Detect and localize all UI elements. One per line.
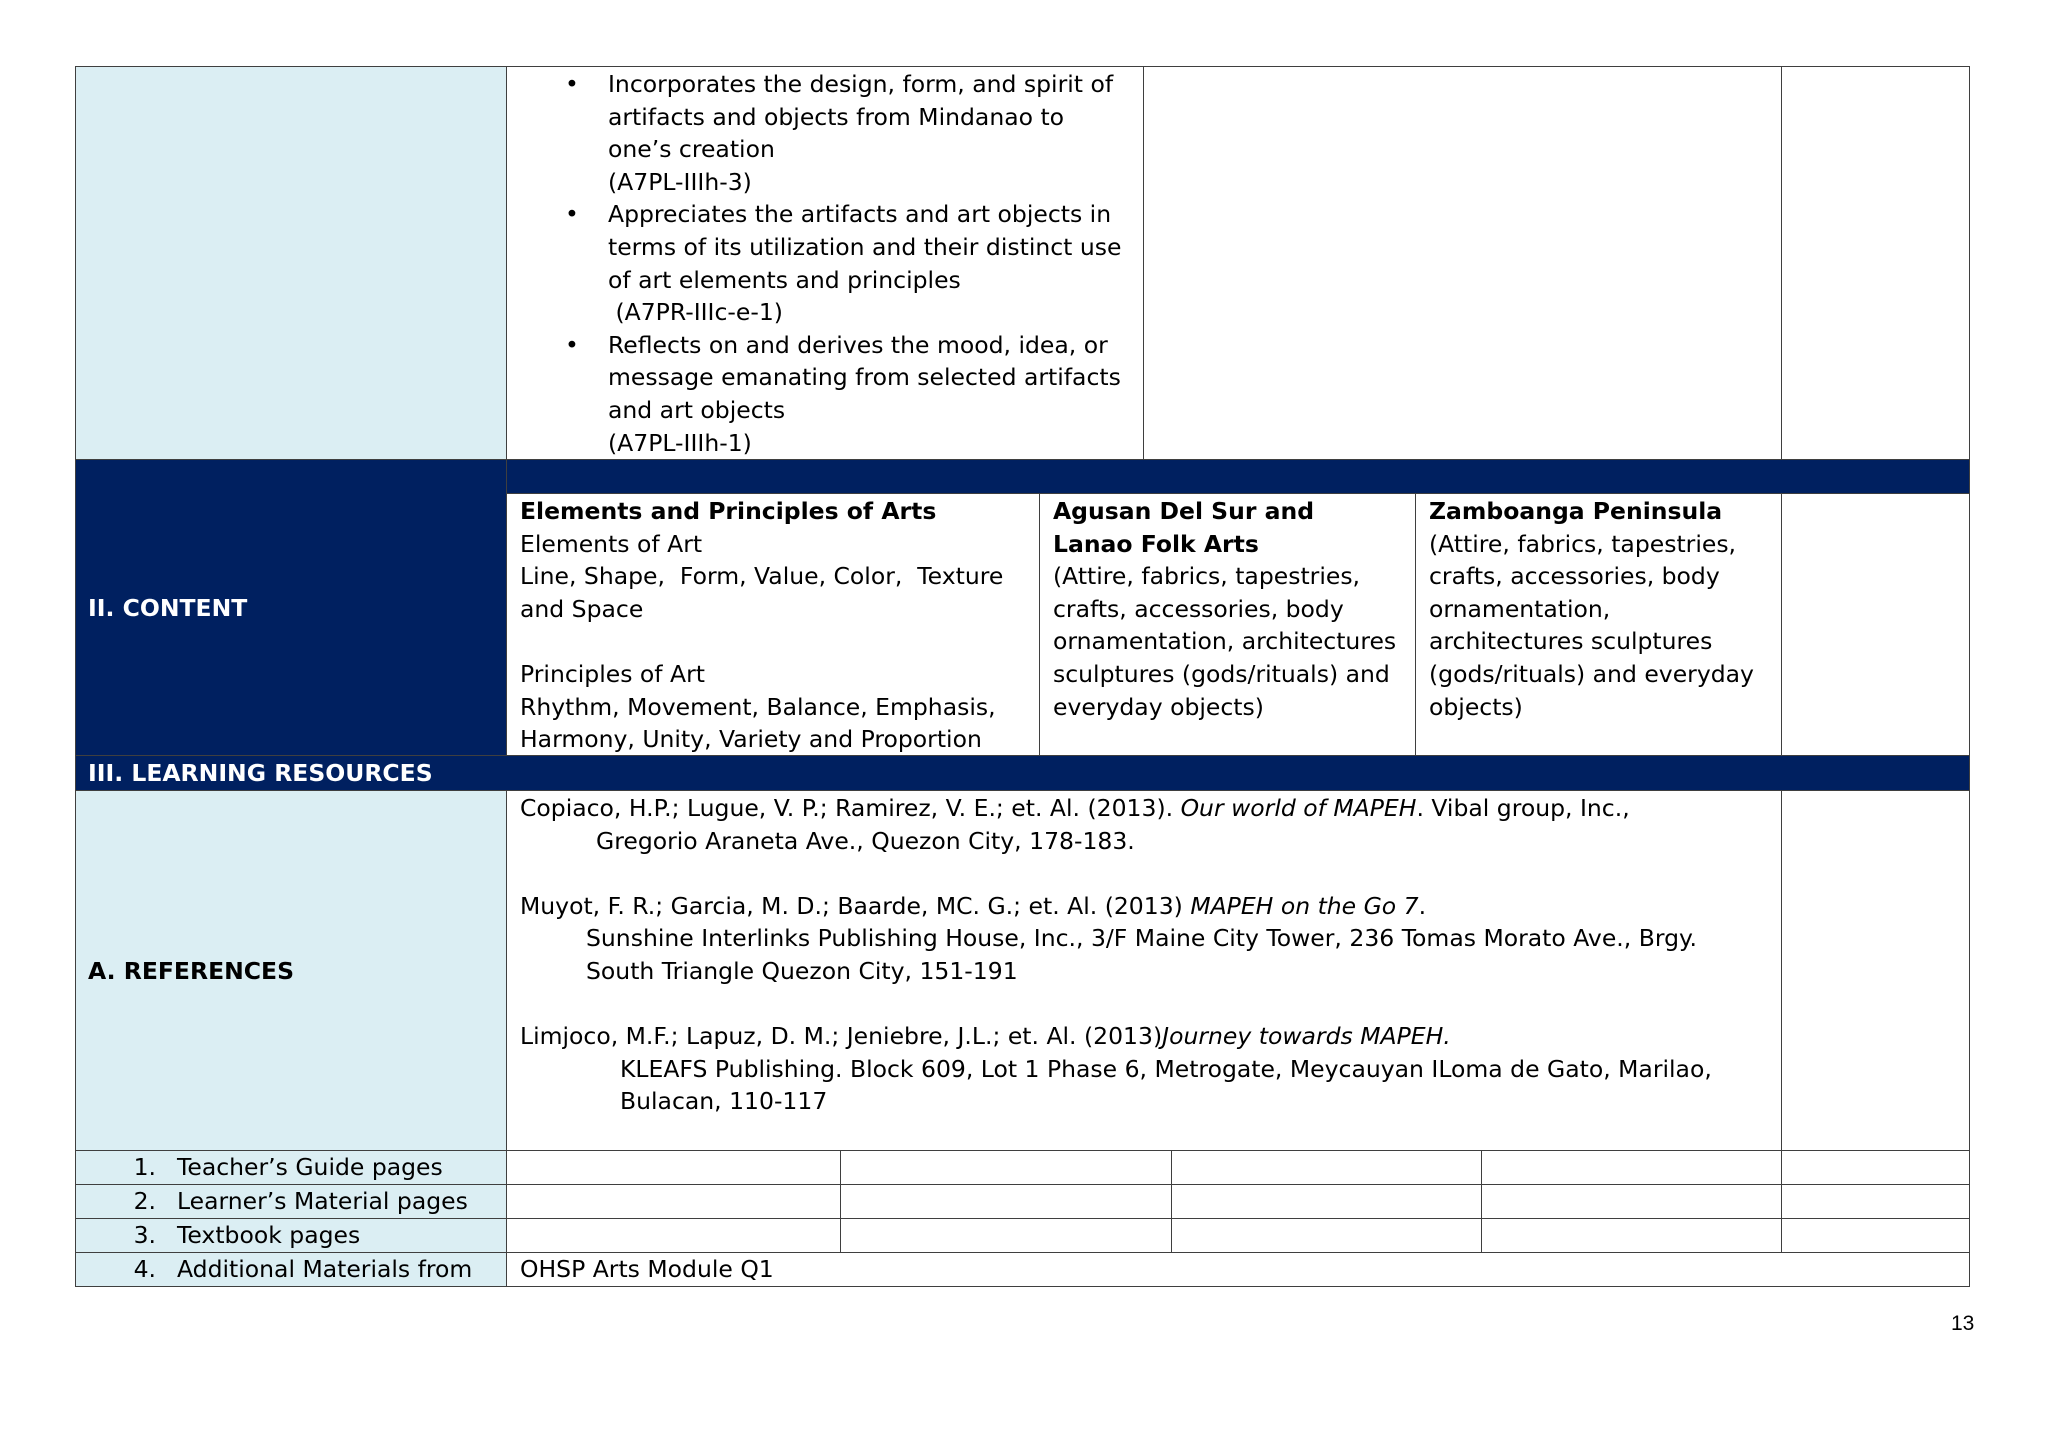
empty-cell: [1172, 1219, 1482, 1253]
content-line: ornamentation, architectures: [1053, 627, 1397, 656]
reference-first-line: [520, 1020, 1781, 1053]
elements-principles-heading: Elements and Principles of Arts: [520, 497, 937, 525]
resource-row-number: 1.: [133, 1153, 156, 1181]
content-line: crafts, accessories, body: [1053, 594, 1344, 623]
content-line: everyday objects): [1053, 692, 1264, 721]
resource-row-number: 2.: [133, 1187, 156, 1215]
objective-code: (A7PL-IIIh-3): [608, 167, 752, 196]
content-line: Line, Shape, Form, Value, Color, Texture: [520, 562, 1004, 591]
reference-publisher: . Vibal group, Inc.,: [1416, 794, 1630, 822]
references-label: A. REFERENCES: [75, 791, 507, 1151]
content-line: sculptures (gods/rituals) and: [1053, 659, 1390, 688]
content-section-label: II. CONTENT: [75, 460, 507, 756]
empty-cell: [1144, 66, 1782, 460]
reference-title: Journey towards MAPEH.: [1162, 1022, 1451, 1051]
reference-first-line: [520, 890, 1781, 923]
content-line: ornamentation,: [1429, 594, 1611, 623]
empty-cell: [507, 1185, 841, 1219]
zamboanga-cell: [1416, 494, 1782, 756]
references-cell: [507, 791, 1782, 1151]
additional-materials-value: OHSP Arts Module Q1: [507, 1253, 1970, 1287]
page-number: 13: [1951, 1312, 1975, 1335]
objective-item: [507, 329, 1143, 459]
objective-item: [507, 198, 1143, 328]
reference-publisher: .: [1418, 891, 1427, 920]
objectives-cell: [507, 66, 1144, 460]
objective-code: (A7PL-IIIh-1): [608, 428, 752, 457]
reference-title: Our world of MAPEH: [1180, 794, 1417, 822]
content-line: (Attire, fabrics, tapestries,: [1429, 529, 1737, 558]
resource-row-label: [75, 1151, 507, 1185]
agusan-lanao-heading: Lanao Folk Arts: [1053, 529, 1259, 558]
objective-line: and art objects: [608, 395, 786, 424]
empty-cell: [1782, 494, 1970, 756]
objective-line: Incorporates the design, form, and spirit of: [608, 70, 1114, 98]
resource-row-label: [75, 1253, 507, 1287]
empty-cell: [1782, 1185, 1970, 1219]
resource-row-text: Additional Materials from: [177, 1255, 473, 1283]
empty-cell: [1782, 791, 1970, 1151]
content-line: Rhythm, Movement, Balance, Emphasis,: [520, 692, 996, 721]
empty-cell: [1482, 1151, 1782, 1185]
reference-authors: Copiaco, H.P.; Lugue, V. P.; Ramirez, V. E.; et. Al. (2013).: [520, 794, 1181, 822]
content-line: Elements of Art: [520, 529, 703, 558]
content-line: (Attire, fabrics, tapestries,: [1053, 562, 1361, 591]
objective-line: Reflects on and derives the mood, idea, or: [608, 330, 1108, 359]
elements-principles-cell: [507, 494, 1040, 756]
resource-row-text: Textbook pages: [177, 1221, 361, 1249]
objective-line: artifacts and objects from Mindanao to: [608, 102, 1065, 131]
reference-title: MAPEH on the Go 7: [1190, 891, 1419, 920]
objective-line: of art elements and principles: [608, 265, 961, 294]
agusan-lanao-cell: [1040, 494, 1416, 756]
content-line: crafts, accessories, body: [1429, 562, 1720, 591]
objective-line: terms of its utilization and their distinct use: [608, 232, 1122, 261]
objective-line: one’s creation: [608, 135, 775, 164]
reference-continuation: Gregorio Araneta Ave., Quezon City, 178-183.: [596, 826, 1135, 855]
content-line: and Space: [520, 594, 644, 623]
empty-cell: [1172, 1185, 1482, 1219]
learning-resources-label: III. LEARNING RESOURCES: [75, 756, 1970, 791]
resource-row-text: Teacher’s Guide pages: [177, 1153, 443, 1181]
empty-cell: [507, 1151, 841, 1185]
empty-cell: [1172, 1151, 1482, 1185]
empty-cell: [841, 1151, 1172, 1185]
resource-row-label: [75, 1219, 507, 1253]
reference-continuation: KLEAFS Publishing. Block 609, Lot 1 Phase 6, Metrogate, Meycauyan ILoma de Gato, Marilao,: [620, 1054, 1712, 1083]
reference-continuation: South Triangle Quezon City, 151-191: [586, 956, 1018, 985]
empty-cell: [841, 1219, 1172, 1253]
bullet-icon: •: [565, 330, 579, 359]
objective-line: message emanating from selected artifacts: [608, 363, 1121, 392]
empty-cell: [1782, 66, 1970, 460]
reference-first-line: [520, 792, 1781, 825]
objective-item: [507, 68, 1143, 198]
empty-cell: [1482, 1185, 1782, 1219]
resource-row-label: [75, 1185, 507, 1219]
bullet-icon: •: [565, 200, 579, 229]
agusan-lanao-heading: Agusan Del Sur and: [1053, 497, 1315, 525]
reference-continuation: Bulacan, 110-117: [620, 1087, 828, 1116]
content-line: Principles of Art: [520, 659, 705, 688]
objectives-label-cell: [75, 66, 507, 460]
reference-continuation: Sunshine Interlinks Publishing House, Inc., 3/F Maine City Tower, 236 Tomas Morato Ave., Brgy.: [586, 924, 1698, 953]
resource-row-number: 4.: [133, 1255, 156, 1283]
empty-cell: [1782, 1151, 1970, 1185]
content-header-band: [507, 460, 1970, 494]
reference-entry: [520, 890, 1781, 988]
content-line: Harmony, Unity, Variety and Proportion: [520, 725, 982, 754]
resource-row-number: 3.: [133, 1221, 156, 1249]
reference-entry: [520, 792, 1781, 857]
empty-cell: [507, 1219, 841, 1253]
content-line: architectures sculptures: [1429, 627, 1713, 656]
content-line: (gods/rituals) and everyday: [1429, 659, 1754, 688]
reference-authors: Limjoco, M.F.; Lapuz, D. M.; Jeniebre, J.L.; et. Al. (2013): [520, 1022, 1163, 1051]
content-line: objects): [1429, 692, 1523, 721]
reference-authors: Muyot, F. R.; Garcia, M. D.; Baarde, MC. G.; et. Al. (2013): [520, 891, 1191, 920]
objective-line: Appreciates the artifacts and art objects in: [608, 200, 1112, 229]
empty-cell: [841, 1185, 1172, 1219]
bullet-icon: •: [565, 70, 579, 98]
empty-cell: [1782, 1219, 1970, 1253]
resource-row-text: Learner’s Material pages: [177, 1187, 468, 1215]
objective-code: (A7PR-IIIc-e-1): [608, 298, 783, 327]
zamboanga-heading: Zamboanga Peninsula: [1429, 497, 1723, 525]
empty-cell: [1482, 1219, 1782, 1253]
reference-entry: [520, 1020, 1781, 1118]
